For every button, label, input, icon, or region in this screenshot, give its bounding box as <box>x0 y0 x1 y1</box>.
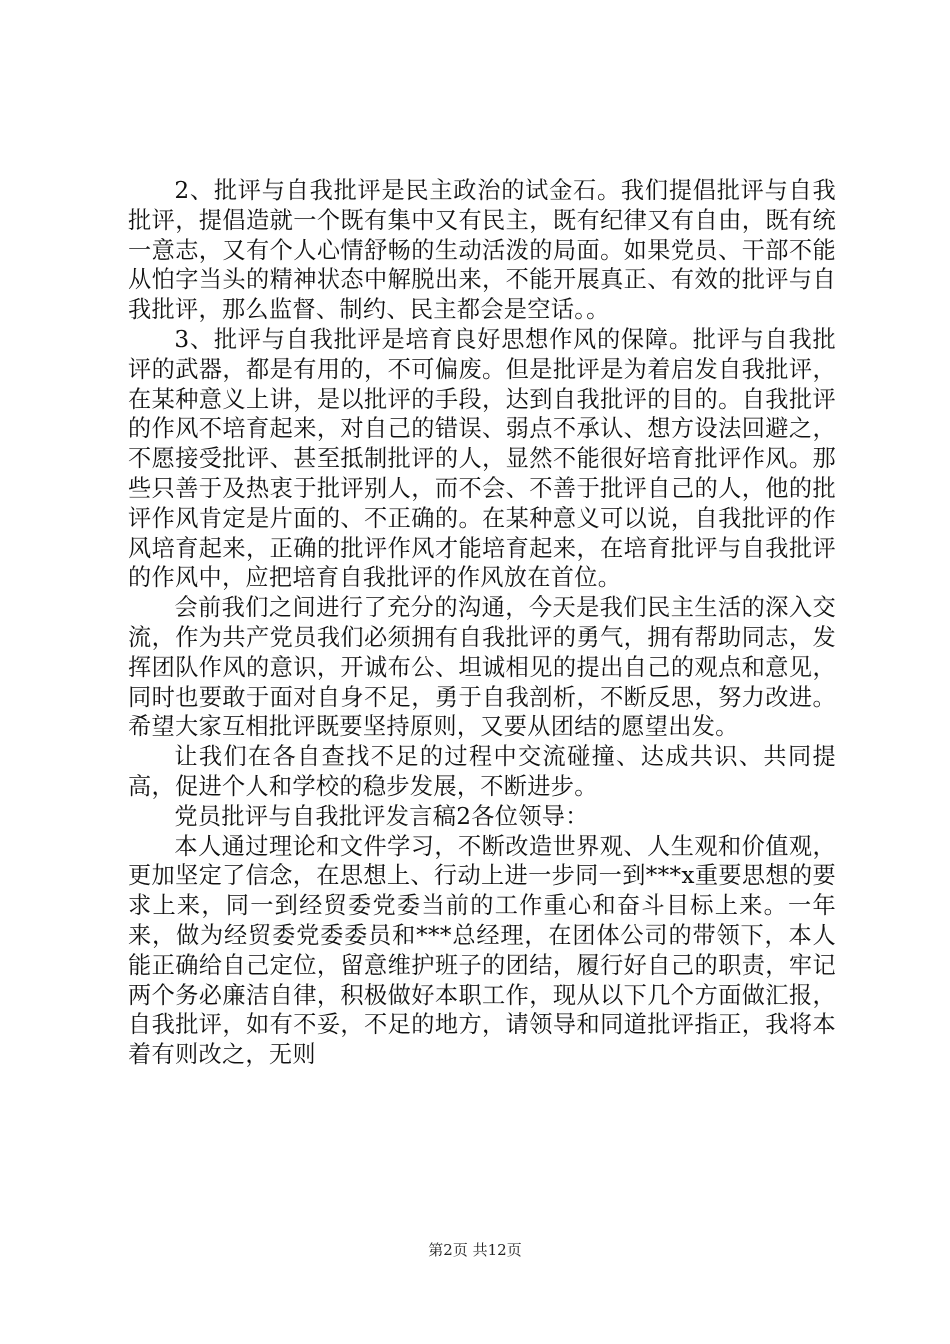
document-body <box>128 176 836 1070</box>
paragraph-speech-2-body: 本人通过理论和文件学习，不断改造世界观、人生观和价值观，更加坚定了信念，在思想上、行动上进一步同一到***x重要思想的要求上来，同一到经贸委党委当前的工作重心和奋斗目标上来。一年来，做为经贸委党委委员和***总经理，在团体公司的带领下，本人能正确给自己定位，留意维护班子的团结，履行好自己的职责，牢记两个务必廉洁自律，积极做好本职工作，现从以下几个方面做汇报，自我批评，如有不妥，不足的地方，请领导和同道批评指正，我将本着有则改之，无则 <box>128 832 836 1069</box>
paragraph-closing: 让我们在各自查找不足的过程中交流碰撞、达成共识、共同提高，促进个人和学校的稳步发展，不断进步。 <box>128 743 836 800</box>
paragraph-point-2: 2、批评与自我批评是民主政治的试金石。我们提倡批评与自我批评，提倡造就一个既有集中又有民主，既有纪律又有自由，既有统一意志，又有个人心情舒畅的生动活泼的局面。如果党员、干部不能从怕字当头的精神状态中解脱出来，不能开展真正、有效的批评与自我批评，那么监督、制约、民主都会是空话。。 <box>128 177 836 324</box>
paragraph-speech-2-heading: 党员批评与自我批评发言稿2各位领导： <box>174 802 589 830</box>
paragraph-point-3: 3、批评与自我批评是培育良好思想作风的保障。批评与自我批评的武器，都是有用的，不可偏废。但是批评是为着启发自我批评，在某种意义上讲，是以批评的手段，达到自我批评的目的。自我批评的作风不培育起来，对自己的错误、弱点不承认、想方设法回避之，不愿接受批评、甚至抵制批评的人，显然不能很好培育批评作风。那些只善于及热衷于批评别人，而不会、不善于批评自己的人，他的批评作风肯定是片面的、不正确的。在某种意义可以说，自我批评的作风培育起来，正确的批评作风才能培育起来，在培育批评与自我批评的作风中，应把培育自我批评的作风放在首位。 <box>128 325 836 592</box>
page-number: 第2页 共12页 <box>428 1241 522 1259</box>
paragraph-communication: 会前我们之间进行了充分的沟通，今天是我们民主生活的深入交流，作为共产党员我们必须拥有自我批评的勇气，拥有帮助同志，发挥团队作风的意识，开诚布公、坦诚相见的提出自己的观点和意见，同时也要敢于面对自身不足，勇于自我剖析，不断反思，努力改进。希望大家互相批评既要坚持原则，又要从团结的愿望出发。 <box>128 594 836 741</box>
